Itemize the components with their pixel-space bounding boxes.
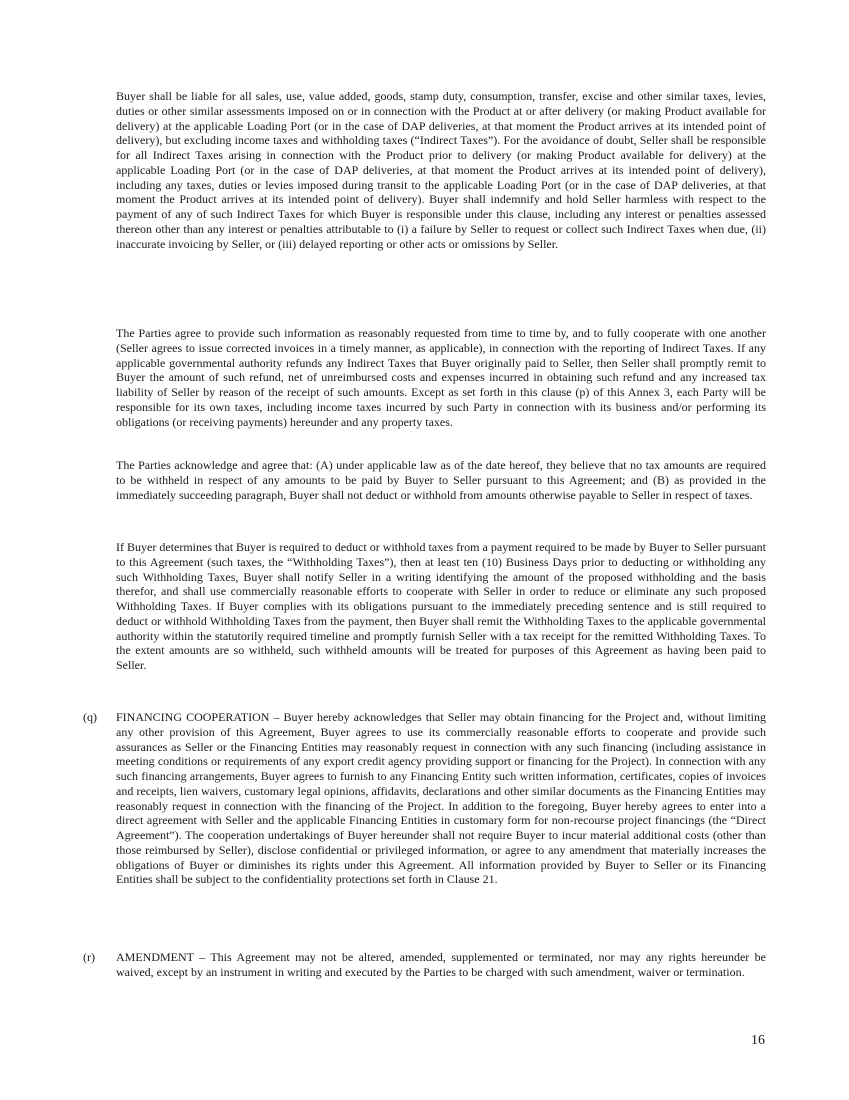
- withholding-taxes-paragraph: If Buyer determines that Buyer is required to deduct or withhold taxes from a payment required to be made by Buyer to Seller pursuant to this Agreement (such taxes, the “Withholding Taxes”), then at least ten (10) Business Days prior to deducting or withholding any such Withholding Taxes, Buyer shall notify Seller in a writing identifying the amount of the proposed withholding and the basis therefor, and shall use commercially reasonable efforts to cooperate with Seller in order to reduce or eliminate any such proposed Withholding Taxes. If Buyer complies with its obligations pursuant to the immediately preceding sentence and is still required to deduct or withhold Withholding Taxes from the payment, then Buyer shall remit the Withholding Taxes to the applicable governmental authority within the statutorily required timeline and promptly furnish Seller with a tax receipt for the remitted Withholding Taxes. To the extent amounts are so withheld, such withheld amounts will be treated for purposes of this Agreement as having been paid to Seller.: [116, 540, 766, 672]
- indirect-taxes-paragraph: Buyer shall be liable for all sales, use, value added, goods, stamp duty, consumption, transfer, excise and other similar taxes, levies, duties or other similar assessments imposed on or in connection with the Product at or after delivery (or making Product available for delivery) at the applicable Loading Port (or in the case of DAP deliveries, at that moment the Product arrives at its intended point of delivery), but excluding income taxes and withholding taxes (“Indirect Taxes”). For the avoidance of doubt, Seller shall be responsible for all Indirect Taxes arising in connection with the Product prior to delivery (or making Product available for delivery) at the applicable Loading Port (or in the case of DAP deliveries, at that moment the Product arrives at its intended point of delivery), including any taxes, duties or levies imposed during transit to the applicable Loading Port (or in the case of DAP deliveries, at that moment the Product arrives at its intended point of delivery). Buyer shall indemnify and hold Seller harmless with respect to the payment of any of such Indirect Taxes for which Buyer is responsible under this clause, including any interest or penalties assessed thereon other than any interest or penalties attributable to (i) a failure by Seller to request or collect such Indirect Taxes when due, (ii) inaccurate invoicing by Seller, or (iii) delayed reporting or other acts or omissions by Seller.: [116, 89, 766, 251]
- clause-marker: (q): [83, 710, 97, 724]
- clause-financing-cooperation: [83, 710, 766, 887]
- tax-cooperation-paragraph: The Parties agree to provide such information as reasonably requested from time to time by, and to fully cooperate with one another (Seller agrees to issue corrected invoices in a timely manner, as applicable), in connection with the reporting of Indirect Taxes. If any applicable governmental authority refunds any Indirect Taxes that Buyer originally paid to Seller, then Seller shall promptly remit to Buyer the amount of such refund, net of unreimbursed costs and expenses incurred in obtaining such refund and any increased tax liability of Seller by reason of the receipt of such amounts. Except as set forth in this clause (p) of this Annex 3, each Party will be responsible for its own taxes, including income taxes incurred by such Party in connection with its business and/or performing its obligations (or receiving payments) hereunder and any property taxes.: [116, 326, 766, 429]
- tax-acknowledgement-paragraph: The Parties acknowledge and agree that: (A) under applicable law as of the date hereof, they believe that no tax amounts are required to be withheld in respect of any amounts to be paid by Buyer to Seller pursuant to this Agreement; and (B) as provided in the immediately succeeding paragraph, Buyer shall not deduct or withhold from amounts otherwise payable to Seller in respect of taxes.: [116, 458, 766, 502]
- page-number: 16: [751, 1033, 765, 1048]
- clause-text: FINANCING COOPERATION – Buyer hereby acknowledges that Seller may obtain financing for the Project and, without limiting any other provision of this Agreement, Buyer agrees to use its commercially reasonable efforts to cooperate and provide such assurances as Seller or the Financing Entities may reasonably request in connection with any such financing (including assistance in meeting conditions or requirements of any export credit agency providing support or financing for the Project). In connection with any such financing arrangements, Buyer agrees to furnish to any Financing Entity such written information, certificates, copies of invoices and receipts, lien waivers, customary legal opinions, affidavits, declarations and other similar documents as the Financing Entities may reasonably request in connection with the financing of the Project. In addition to the foregoing, Buyer hereby agrees to enter into a direct agreement with Seller and the applicable Financing Entities in customary form for non-recourse project financings (the “Direct Agreement”). The cooperation undertakings of Buyer hereunder shall not require Buyer to incur material additional costs (other than those reimbursed by Seller), disclose confidential or privileged information, or agree to any amendment that materially increases the obligations of Buyer or diminishes its rights under this Agreement. All information provided by Buyer to Seller or its Financing Entities shall be subject to the confidentiality protections set forth in Clause 21.: [116, 710, 766, 887]
- clause-amendment: [83, 950, 766, 980]
- clause-text: AMENDMENT – This Agreement may not be altered, amended, supplemented or terminated, nor may any rights hereunder be waived, except by an instrument in writing and executed by the Parties to be charged with such amendment, waiver or termination.: [116, 950, 766, 979]
- clause-marker: (r): [83, 950, 95, 964]
